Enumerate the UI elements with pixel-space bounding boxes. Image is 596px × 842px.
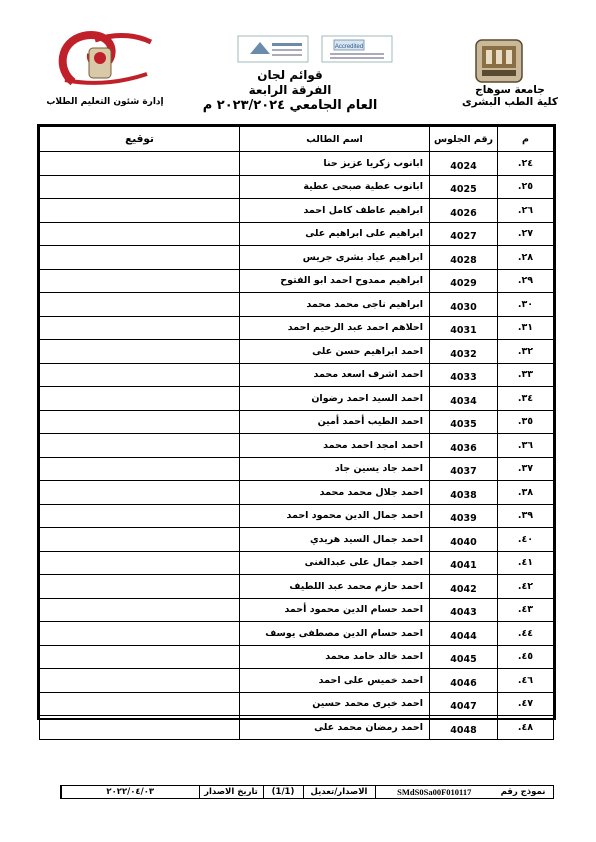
row-number: ٣٨. [498,481,554,505]
seat-number: 4046 [430,669,498,693]
student-name: ابراهيم على ابراهيم على [240,222,430,246]
seat-number: 4033 [430,363,498,387]
issue-date-label: تاريخ الاصدار [199,786,263,798]
students-table [37,124,556,736]
department-name: إدارة شئون التعليم الطلاب [46,97,164,107]
signature-cell [40,692,240,716]
faculty-logo [55,30,155,88]
table-row [40,175,554,199]
signature-cell [40,316,240,340]
student-name: احمد جمال على عبدالغنى [240,551,430,575]
student-name: احمد ابراهيم حسن على [240,340,430,364]
row-number: ٣٩. [498,504,554,528]
seat-number: 4037 [430,457,498,481]
row-number: ٣٧. [498,457,554,481]
signature-cell [40,645,240,669]
student-name: احمد جلال محمد محمد [240,481,430,505]
seat-number: 4034 [430,387,498,411]
signature-cell [40,528,240,552]
signature-cell [40,175,240,199]
seat-number: 4030 [430,293,498,317]
row-number: ٣٢. [498,340,554,364]
row-number: ٣٣. [498,363,554,387]
student-name: احمد امجد احمد محمد [240,434,430,458]
row-number: ٤٢. [498,575,554,599]
signature-cell [40,551,240,575]
university-logo [470,36,528,86]
student-name: احمد جمال السيد هريدي [240,528,430,552]
title-year-level: الفرقة الرابعة [248,83,332,97]
seat-number: 4035 [430,410,498,434]
table-row [40,716,554,740]
table-row [40,199,554,223]
seat-number: 4042 [430,575,498,599]
student-name: ابراهيم عياد بشرى جريس [240,246,430,270]
signature-cell [40,598,240,622]
title-academic-year: العام الجامعي ٢٠٢٣/٢٠٢٤ م [202,98,378,113]
table-row [40,598,554,622]
table-row [40,316,554,340]
student-name: احمد جمال الدين محمود احمد [240,504,430,528]
seat-number: 4029 [430,269,498,293]
signature-cell [40,716,240,740]
student-name: احمد خميس على احمد [240,669,430,693]
seat-number: 4024 [430,152,498,176]
student-name: ابانوب عطية صبحى عطية [240,175,430,199]
seat-number: 4048 [430,716,498,740]
seat-number: 4044 [430,622,498,646]
signature-cell [40,387,240,411]
header-seat-number: رقم الجلوس [430,127,498,152]
table-row [40,481,554,505]
signature-cell [40,269,240,293]
table-row [40,387,554,411]
row-number: ٢٦. [498,199,554,223]
signature-cell [40,246,240,270]
seat-number: 4047 [430,692,498,716]
header-num: م [498,127,554,152]
row-number: ٤١. [498,551,554,575]
signature-cell [40,410,240,434]
table-row [40,363,554,387]
title-committees: قوائم لجان [257,68,323,82]
student-name: احمد حازم محمد عبد اللطيف [240,575,430,599]
row-number: ٣٦. [498,434,554,458]
signature-cell [40,622,240,646]
row-number: ٢٧. [498,222,554,246]
student-name: احمد خيرى محمد حسين [240,692,430,716]
table-row [40,340,554,364]
row-number: ٣١. [498,316,554,340]
table-row [40,246,554,270]
signature-cell [40,457,240,481]
seat-number: 4038 [430,481,498,505]
student-name: ابراهيم ممدوح احمد ابو الفتوح [240,269,430,293]
form-code: SMdS0Sa00F010117 [375,786,493,798]
table-row [40,528,554,552]
issue-date-value: ٢٠٢٢/٠٤/٠٣ [62,786,200,798]
student-name: احمد اشرف اسعد محمد [240,363,430,387]
signature-cell [40,152,240,176]
signature-cell [40,481,240,505]
row-number: ٢٤. [498,152,554,176]
accreditation-text: Accredited [334,44,364,50]
seat-number: 4045 [430,645,498,669]
seat-number: 4027 [430,222,498,246]
row-number: ٤٠. [498,528,554,552]
signature-cell [40,293,240,317]
table-row [40,457,554,481]
row-number: ٣٠. [498,293,554,317]
student-name: ابراهيم عاطف كامل احمد [240,199,430,223]
signature-cell [40,222,240,246]
faculty-name: كلية الطب البشرى [462,96,558,108]
row-number: ٤٧. [498,692,554,716]
form-footer [60,785,554,799]
row-number: ٢٨. [498,246,554,270]
student-name: احمد حسام الدين مصطفى يوسف [240,622,430,646]
table-row [40,692,554,716]
row-number: ٤٣. [498,598,554,622]
student-name: احمد حسام الدين محمود أحمد [240,598,430,622]
signature-cell [40,504,240,528]
title-block [190,68,390,114]
student-name: احمد الطيب أحمد أمين [240,410,430,434]
table-row [40,293,554,317]
table-row [40,504,554,528]
signature-cell [40,340,240,364]
university-name: جامعة سوهاج [475,84,545,96]
table-row [40,152,554,176]
row-number: ٤٤. [498,622,554,646]
row-number: ٢٥. [498,175,554,199]
seat-number: 4025 [430,175,498,199]
signature-cell [40,363,240,387]
seat-number: 4040 [430,528,498,552]
table-row [40,434,554,458]
seat-number: 4031 [430,316,498,340]
signature-cell [40,575,240,599]
table-header-row [40,127,554,152]
version-label: الاصدار/تعديل [303,786,375,798]
signature-cell [40,199,240,223]
row-number: ٤٦. [498,669,554,693]
table-row [40,669,554,693]
row-number: ٤٥. [498,645,554,669]
row-number: ٤٨. [498,716,554,740]
seat-number: 4041 [430,551,498,575]
student-name: احمد السيد احمد رضوان [240,387,430,411]
version-value: (1/1) [263,786,303,798]
student-name: احلاهم احمد عبد الرحيم احمد [240,316,430,340]
row-number: ٢٩. [498,269,554,293]
signature-cell [40,669,240,693]
seat-number: 4032 [430,340,498,364]
student-name: ابراهيم ناجى محمد محمد [240,293,430,317]
table-row [40,410,554,434]
seat-number: 4026 [430,199,498,223]
signature-cell [40,434,240,458]
university-faculty-name [455,84,565,108]
student-name: احمد خالد حامد محمد [240,645,430,669]
row-number: ٣٤. [498,387,554,411]
table-row [40,551,554,575]
seat-number: 4043 [430,598,498,622]
form-number-label: نموذج رقم [500,787,546,797]
student-name: احمد جاد يسين جاد [240,457,430,481]
table-row [40,222,554,246]
table-row [40,269,554,293]
seat-number: 4028 [430,246,498,270]
table-row [40,575,554,599]
seat-number: 4039 [430,504,498,528]
seat-number: 4036 [430,434,498,458]
table-row [40,622,554,646]
student-name: ابانوب زكريا عزيز حنا [240,152,430,176]
table-row [40,645,554,669]
accreditation-logos [236,34,396,64]
student-name: احمد رمضان محمد على [240,716,430,740]
row-number: ٣٥. [498,410,554,434]
header-student-name: اسم الطالب [240,127,430,152]
header-signature: توقيع [40,127,240,152]
